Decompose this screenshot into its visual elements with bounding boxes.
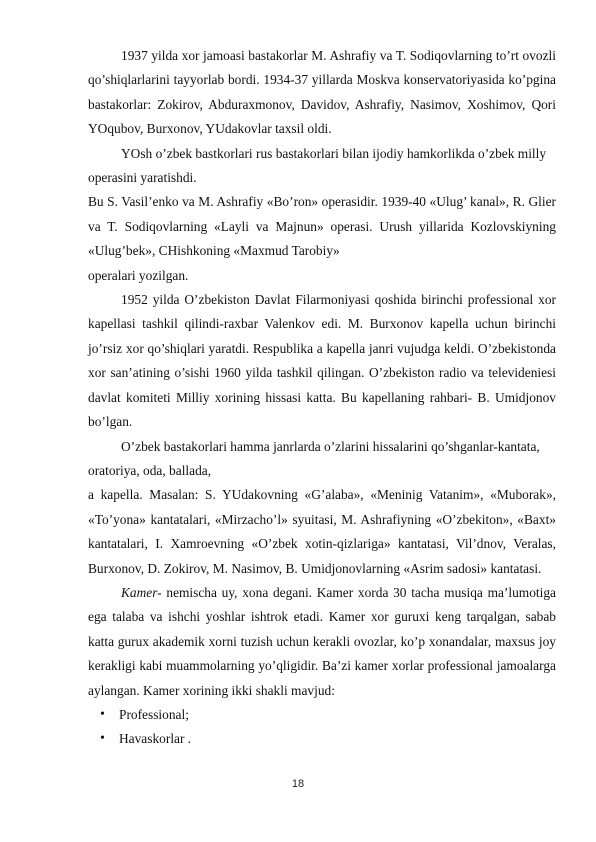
term-kamer: Kamer- [121, 584, 162, 600]
page-number: 18 [291, 778, 305, 790]
paragraph-operas-written: operalari yozilgan. [88, 267, 189, 283]
bullet-item-amateur: • Havaskorlar . [88, 727, 556, 751]
paragraph-genres: O’zbek bastakorlari hamma janrlarda o’zlarini hissalarini qo’shganlar-kantata, oratoriya, oda, ballada, [88, 438, 540, 478]
paragraph-national-opera: YOsh o’zbek bastkorlari rus bastakorlari bilan ijodiy hamkorlikda o’zbek milly operasini yaratishdi. [88, 145, 547, 186]
paragraph-chamber-choir [88, 581, 556, 703]
chamber-choir-description: nemischa uy, xona degani. Kamer xorda 30 tacha musiqa ma’lumotiga ega talaba va ishchi yoshlar ishtrok etadi. Kamer xor guruxi keng tarqalgan, sabab katta gurux akademik xorni tuzish uchun kerakli ovozlar, ko’p xonandalar, maxsus joy kerakligi kabi muammolarning yo’qligidir. Ba’zi kamer xorlar professional jamoalarga aylangan. Kamer xorining ikki shakli mavjud: [88, 584, 556, 698]
paragraph-philharmonic-capella: 1952 yilda O’zbekiston Davlat Filarmoniyasi qoshida birinchi professional xor kapellasi tashkil qilindi-raxbar Valenkov edi. M. Burxonov kapella uchun birinchi jo’rsiz xor qo’shiqlari yaratdi. Respublika a kapella janri vujudga keldi. O’zbekistonda xor san’atining o’sishi 1960 yilda tashkil qilingan. O’zbekiston radio va televideniesi davlat komiteti Milliy xorining hissasi katta. Bu kapellaning rahbari- B. Umidjonov bo’lgan. [88, 292, 556, 430]
bullet-list [88, 703, 556, 752]
paragraph-operas-list: Bu S. Vasil’enko va M. Ashrafiy «Bo’ron» operasidir. 1939-40 «Ulug’ kanal», R. Glier va T. Sodiqovlarning «Layli va Majnun» operasi. Urush yillarida Kozlovskiyning «Ulug’bek», CHishkoning «Maxmud Tarobiy» [88, 194, 556, 259]
paragraph-choir-history: 1937 yilda xor jamoasi bastakorlar M. Ashrafiy va T. Sodiqovlarning to’rt ovozli qo’shiqlarlarini tayyorlab bordi. 1934-37 yillarda Moskva konservatoriyasida ko’pgina bastakorlar: Zokirov, Abduraxmonov, Davidov, Ashrafiy, Nasimov, Xoshimov, Qori YOqubov, Burxonov, YUdakovlar taxsil oldi. [88, 48, 556, 137]
paragraph-cantatas: a kapella. Masalan: S. YUdakovning «G’alaba», «Meninig Vatanim», «Muborak», «To’yona» kantatalari, «Mirzacho’l» syuitasi, M. Ashrafiyning «O’zbekiton», «Baxt» kantatalari, I. Xamroevning «O’zbek xotin-qizlariga» kantatasi, Vil’dnov, Veralas, Burxonov, D. Zokirov, M. Nasimov, B. Umidjonovlarning «Asrim sadosi» kantatasi. [88, 487, 556, 576]
body-text [88, 44, 556, 752]
bullet-item-professional: • Professional; [88, 703, 556, 727]
